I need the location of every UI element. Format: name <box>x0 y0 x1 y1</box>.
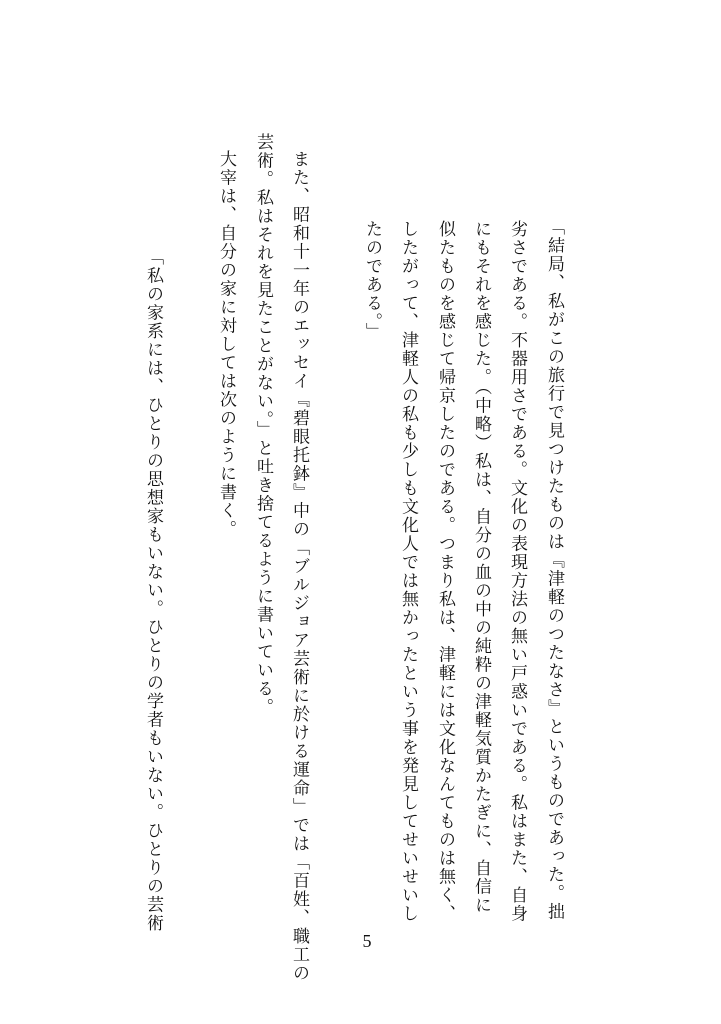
page-number: 5 <box>362 931 372 951</box>
body-line-2: 芸術。私はそれを見たことがない。」と吐き捨てるように書いている。 <box>253 133 273 717</box>
body-line-3: 大宰は、自分の家に対しては次のように書く。 <box>216 150 236 539</box>
body-line-1: また、昭和十一年のエッセイ『碧眼托鉢』中の「ブルジョア芸術に於ける運命」では「百姓、職工の <box>289 150 309 983</box>
quote-line-4: 似たものを感じて帰京したのである。つまり私は、津軽には文化なんてものは無く、 <box>435 220 455 923</box>
quote-line-6: たのである。」 <box>362 220 382 341</box>
quote-line-1: 「結局、私がこの旅行で見つけたものは『津軽のつたなさ』というものであった。拙 <box>544 218 564 921</box>
quote2-line-1: 「私の家系には、ひとりの思想家もいない。ひとりの学者もいない。ひとりの芸術 <box>143 248 163 933</box>
quote-line-5: したがって、津軽人の私も少しも文化人では無かったという事を発見してせいせいし <box>398 220 418 923</box>
quote-line-2: 劣さである。不器用さである。文化の表現方法の無い戸惑いである。私はまた、自身 <box>507 220 527 923</box>
quote-line-3: にもそれを感じた。（中略）私は、自分の血の中の純粋の津軽気質かたぎに、自信に <box>471 220 491 915</box>
